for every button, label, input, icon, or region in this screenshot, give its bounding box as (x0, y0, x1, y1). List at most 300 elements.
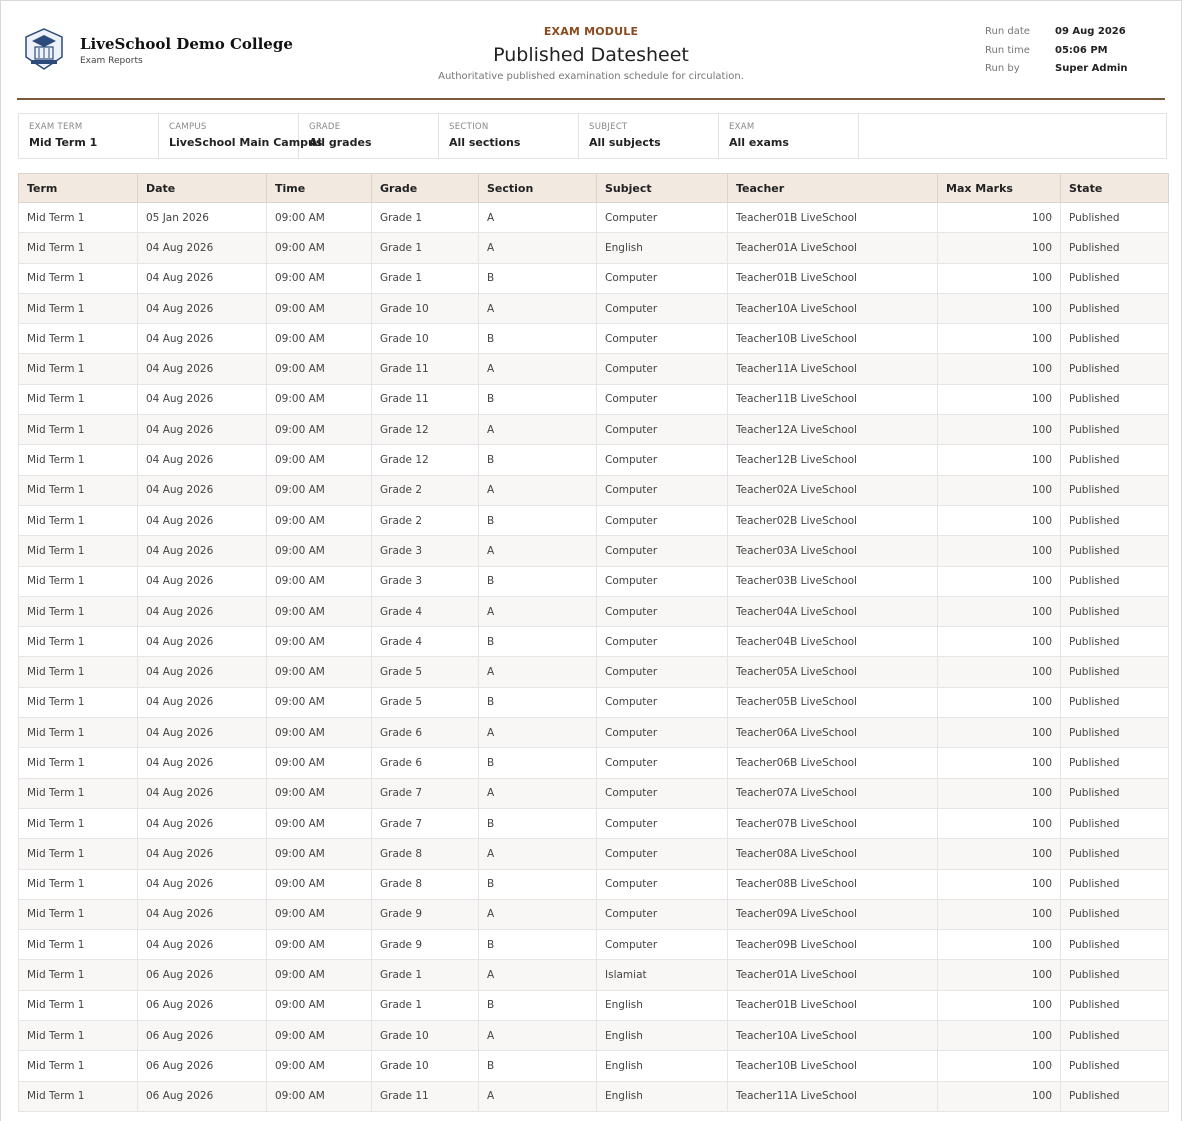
col-date-cell: 04 Aug 2026 (138, 384, 267, 414)
col-subject-cell: Computer (597, 536, 728, 566)
col-date-cell: 04 Aug 2026 (138, 748, 267, 778)
col-section-cell: A (479, 415, 597, 445)
col-date-cell: 04 Aug 2026 (138, 718, 267, 748)
col-subject-cell: Computer (597, 415, 728, 445)
col-term-cell: Mid Term 1 (19, 899, 138, 929)
col-time-cell: 09:00 AM (267, 1021, 372, 1051)
col-subject-cell: Computer (597, 748, 728, 778)
col-section-cell: A (479, 203, 597, 233)
col-section-cell: A (479, 657, 597, 687)
col-max-marks-cell: 100 (938, 1081, 1061, 1111)
col-section-cell: A (479, 1081, 597, 1111)
col-section-cell: B (479, 384, 597, 414)
table-row (19, 657, 1169, 687)
col-state-cell: Published (1061, 990, 1169, 1020)
col-time-cell: 09:00 AM (267, 1081, 372, 1111)
col-section-cell: A (479, 354, 597, 384)
col-max-marks-cell: 100 (938, 778, 1061, 808)
col-max-marks-cell: 100 (938, 384, 1061, 414)
col-date-cell: 06 Aug 2026 (138, 1081, 267, 1111)
filter-value: LiveSchool Main Campus (169, 136, 323, 149)
col-term-cell: Mid Term 1 (19, 475, 138, 505)
col-grade-cell: Grade 4 (372, 627, 479, 657)
col-term-cell: Mid Term 1 (19, 324, 138, 354)
col-max-marks-cell: 100 (938, 960, 1061, 990)
table-row (19, 263, 1169, 293)
col-max-marks-cell: 100 (938, 505, 1061, 535)
filter-value: Mid Term 1 (29, 136, 98, 149)
table-row (19, 1051, 1169, 1081)
col-grade-cell: Grade 5 (372, 657, 479, 687)
col-state-cell: Published (1061, 293, 1169, 323)
col-section-cell: B (479, 748, 597, 778)
col-time-header: Time (267, 174, 372, 203)
col-teacher-cell: Teacher08B LiveSchool (728, 869, 938, 899)
col-date-cell: 04 Aug 2026 (138, 233, 267, 263)
col-grade-cell: Grade 10 (372, 293, 479, 323)
col-grade-cell: Grade 1 (372, 960, 479, 990)
table-row (19, 1021, 1169, 1051)
col-subject-cell: Computer (597, 778, 728, 808)
col-time-cell: 09:00 AM (267, 415, 372, 445)
col-max-marks-cell: 100 (938, 354, 1061, 384)
col-term-cell: Mid Term 1 (19, 233, 138, 263)
table-body (19, 203, 1169, 1112)
col-term-cell: Mid Term 1 (19, 596, 138, 626)
col-time-cell: 09:00 AM (267, 293, 372, 323)
col-grade-cell: Grade 9 (372, 899, 479, 929)
filter-campus (159, 114, 323, 158)
col-grade-cell: Grade 5 (372, 687, 479, 717)
table-row (19, 839, 1169, 869)
col-section-cell: B (479, 930, 597, 960)
col-term-cell: Mid Term 1 (19, 748, 138, 778)
col-max-marks-cell: 100 (938, 445, 1061, 475)
col-section-cell: A (479, 536, 597, 566)
col-subject-cell: English (597, 1081, 728, 1111)
col-time-cell: 09:00 AM (267, 960, 372, 990)
col-subject-cell: Computer (597, 293, 728, 323)
col-time-cell: 09:00 AM (267, 808, 372, 838)
col-teacher-cell: Teacher11A LiveSchool (728, 354, 938, 384)
col-teacher-header: Teacher (728, 174, 938, 203)
col-subject-cell: Computer (597, 566, 728, 596)
col-time-cell: 09:00 AM (267, 930, 372, 960)
col-subject-cell: Computer (597, 203, 728, 233)
col-term-cell: Mid Term 1 (19, 687, 138, 717)
col-section-cell: B (479, 869, 597, 899)
table-row (19, 384, 1169, 414)
table-row (19, 233, 1169, 263)
filter-exam (719, 114, 859, 158)
col-date-cell: 04 Aug 2026 (138, 930, 267, 960)
col-subject-cell: Computer (597, 354, 728, 384)
col-teacher-cell: Teacher10B LiveSchool (728, 1051, 938, 1081)
table-row (19, 778, 1169, 808)
col-grade-cell: Grade 7 (372, 778, 479, 808)
col-max-marks-cell: 100 (938, 930, 1061, 960)
col-grade-cell: Grade 12 (372, 445, 479, 475)
filter-grade (299, 114, 439, 158)
col-date-cell: 04 Aug 2026 (138, 324, 267, 354)
col-max-marks-cell: 100 (938, 415, 1061, 445)
col-teacher-cell: Teacher12A LiveSchool (728, 415, 938, 445)
col-time-cell: 09:00 AM (267, 324, 372, 354)
col-subject-cell: Computer (597, 505, 728, 535)
table-row (19, 627, 1169, 657)
filter-section (439, 114, 579, 158)
col-term-cell: Mid Term 1 (19, 1021, 138, 1051)
col-state-cell: Published (1061, 596, 1169, 626)
col-state-cell: Published (1061, 687, 1169, 717)
col-subject-cell: Computer (597, 839, 728, 869)
col-time-cell: 09:00 AM (267, 203, 372, 233)
col-time-cell: 09:00 AM (267, 505, 372, 535)
col-max-marks-cell: 100 (938, 475, 1061, 505)
col-date-cell: 06 Aug 2026 (138, 1021, 267, 1051)
col-state-cell: Published (1061, 384, 1169, 414)
col-grade-cell: Grade 11 (372, 384, 479, 414)
col-teacher-cell: Teacher01A LiveSchool (728, 233, 938, 263)
col-teacher-cell: Teacher10A LiveSchool (728, 1021, 938, 1051)
col-max-marks-cell: 100 (938, 596, 1061, 626)
col-state-cell: Published (1061, 657, 1169, 687)
col-date-cell: 04 Aug 2026 (138, 778, 267, 808)
col-state-cell: Published (1061, 505, 1169, 535)
col-subject-cell: Computer (597, 627, 728, 657)
col-subject-cell: Computer (597, 808, 728, 838)
run-date-label: Run date (985, 26, 1030, 37)
filter-label: EXAM (729, 122, 755, 132)
col-section-cell: B (479, 505, 597, 535)
col-grade-cell: Grade 1 (372, 990, 479, 1020)
col-grade-cell: Grade 4 (372, 596, 479, 626)
page-title: Published Datesheet (493, 44, 689, 66)
table-row (19, 566, 1169, 596)
table-row (19, 415, 1169, 445)
col-teacher-cell: Teacher03A LiveSchool (728, 536, 938, 566)
col-subject-cell: Computer (597, 687, 728, 717)
filter-label: SECTION (449, 122, 489, 132)
filter-label: CAMPUS (169, 122, 207, 132)
col-section-cell: A (479, 960, 597, 990)
table-row (19, 808, 1169, 838)
col-grade-cell: Grade 12 (372, 415, 479, 445)
college-name: LiveSchool Demo College (80, 35, 293, 53)
col-term-cell: Mid Term 1 (19, 384, 138, 414)
col-term-cell: Mid Term 1 (19, 1081, 138, 1111)
col-subject-cell: English (597, 990, 728, 1020)
col-state-cell: Published (1061, 718, 1169, 748)
col-state-cell: Published (1061, 415, 1169, 445)
col-section-cell: A (479, 718, 597, 748)
col-term-cell: Mid Term 1 (19, 960, 138, 990)
col-section-header: Section (479, 174, 597, 203)
table-row (19, 990, 1169, 1020)
col-time-cell: 09:00 AM (267, 536, 372, 566)
col-date-cell: 04 Aug 2026 (138, 293, 267, 323)
col-subject-cell: Computer (597, 384, 728, 414)
col-time-cell: 09:00 AM (267, 445, 372, 475)
col-teacher-cell: Teacher03B LiveSchool (728, 566, 938, 596)
col-grade-cell: Grade 9 (372, 930, 479, 960)
col-date-cell: 04 Aug 2026 (138, 657, 267, 687)
col-term-cell: Mid Term 1 (19, 293, 138, 323)
col-subject-cell: Computer (597, 657, 728, 687)
col-term-cell: Mid Term 1 (19, 990, 138, 1020)
col-date-cell: 04 Aug 2026 (138, 566, 267, 596)
run-meta (985, 26, 1128, 82)
col-date-cell: 04 Aug 2026 (138, 808, 267, 838)
col-teacher-cell: Teacher11B LiveSchool (728, 384, 938, 414)
col-time-cell: 09:00 AM (267, 596, 372, 626)
col-teacher-cell: Teacher06B LiveSchool (728, 748, 938, 778)
col-state-cell: Published (1061, 566, 1169, 596)
table-row (19, 505, 1169, 535)
col-date-cell: 06 Aug 2026 (138, 990, 267, 1020)
run-by-value: Super Admin (1055, 63, 1128, 74)
col-subject-cell: English (597, 233, 728, 263)
col-subject-header: Subject (597, 174, 728, 203)
col-teacher-cell: Teacher04A LiveSchool (728, 596, 938, 626)
col-subject-cell: Computer (597, 718, 728, 748)
col-section-cell: B (479, 627, 597, 657)
datesheet-table (18, 173, 1169, 1112)
col-subject-cell: Computer (597, 930, 728, 960)
table-row (19, 869, 1169, 899)
col-section-cell: B (479, 445, 597, 475)
col-section-cell: A (479, 839, 597, 869)
table-row (19, 475, 1169, 505)
college-subtitle: Exam Reports (80, 56, 143, 66)
col-state-cell: Published (1061, 263, 1169, 293)
col-term-cell: Mid Term 1 (19, 930, 138, 960)
col-term-cell: Mid Term 1 (19, 657, 138, 687)
col-max-marks-cell: 100 (938, 203, 1061, 233)
col-max-marks-cell: 100 (938, 899, 1061, 929)
col-state-cell: Published (1061, 203, 1169, 233)
filter-label: SUBJECT (589, 122, 628, 132)
col-teacher-cell: Teacher05B LiveSchool (728, 687, 938, 717)
filter-label: GRADE (309, 122, 341, 132)
col-time-cell: 09:00 AM (267, 899, 372, 929)
col-date-cell: 06 Aug 2026 (138, 1051, 267, 1081)
report-header (17, 1, 1165, 100)
col-grade-cell: Grade 11 (372, 1081, 479, 1111)
col-grade-cell: Grade 3 (372, 536, 479, 566)
col-time-cell: 09:00 AM (267, 687, 372, 717)
col-term-cell: Mid Term 1 (19, 808, 138, 838)
col-date-cell: 04 Aug 2026 (138, 596, 267, 626)
col-state-cell: Published (1061, 445, 1169, 475)
col-section-cell: A (479, 1021, 597, 1051)
col-grade-cell: Grade 2 (372, 505, 479, 535)
col-section-cell: A (479, 293, 597, 323)
col-state-cell: Published (1061, 869, 1169, 899)
run-by-label: Run by (985, 63, 1020, 74)
col-date-cell: 04 Aug 2026 (138, 627, 267, 657)
run-time-label: Run time (985, 44, 1030, 56)
run-by-row (985, 63, 1128, 82)
filter-label: EXAM TERM (29, 122, 83, 132)
col-max-marks-cell: 100 (938, 687, 1061, 717)
col-date-cell: 04 Aug 2026 (138, 899, 267, 929)
table-row (19, 445, 1169, 475)
col-time-cell: 09:00 AM (267, 263, 372, 293)
table-row (19, 354, 1169, 384)
col-section-cell: A (479, 475, 597, 505)
col-state-cell: Published (1061, 536, 1169, 566)
col-time-cell: 09:00 AM (267, 990, 372, 1020)
col-time-cell: 09:00 AM (267, 657, 372, 687)
col-term-cell: Mid Term 1 (19, 203, 138, 233)
col-state-cell: Published (1061, 778, 1169, 808)
col-section-cell: B (479, 687, 597, 717)
col-grade-cell: Grade 10 (372, 1021, 479, 1051)
col-max-marks-cell: 100 (938, 1051, 1061, 1081)
table-row (19, 324, 1169, 354)
table-row (19, 960, 1169, 990)
col-time-cell: 09:00 AM (267, 475, 372, 505)
table-row (19, 536, 1169, 566)
col-max-marks-cell: 100 (938, 657, 1061, 687)
col-state-cell: Published (1061, 233, 1169, 263)
col-section-cell: A (479, 233, 597, 263)
col-grade-cell: Grade 1 (372, 263, 479, 293)
col-teacher-cell: Teacher09B LiveSchool (728, 930, 938, 960)
col-state-cell: Published (1061, 1021, 1169, 1051)
col-teacher-cell: Teacher11A LiveSchool (728, 1081, 938, 1111)
run-time-value: 05:06 PM (1055, 44, 1108, 56)
col-grade-cell: Grade 10 (372, 324, 479, 354)
col-time-cell: 09:00 AM (267, 354, 372, 384)
table-header-row (19, 174, 1169, 203)
run-date-row (985, 26, 1128, 45)
col-section-cell: B (479, 808, 597, 838)
filter-summary (18, 113, 1167, 159)
col-teacher-cell: Teacher09A LiveSchool (728, 899, 938, 929)
col-term-cell: Mid Term 1 (19, 536, 138, 566)
col-teacher-cell: Teacher01B LiveSchool (728, 263, 938, 293)
col-state-cell: Published (1061, 475, 1169, 505)
table-row (19, 687, 1169, 717)
filter-value: All exams (729, 136, 789, 149)
col-term-cell: Mid Term 1 (19, 718, 138, 748)
col-time-cell: 09:00 AM (267, 869, 372, 899)
col-section-cell: B (479, 990, 597, 1020)
col-section-cell: A (479, 899, 597, 929)
col-date-cell: 04 Aug 2026 (138, 536, 267, 566)
col-grade-cell: Grade 3 (372, 566, 479, 596)
col-section-cell: A (479, 778, 597, 808)
col-max-marks-cell: 100 (938, 233, 1061, 263)
col-time-cell: 09:00 AM (267, 718, 372, 748)
col-term-cell: Mid Term 1 (19, 415, 138, 445)
col-grade-cell: Grade 8 (372, 839, 479, 869)
col-term-cell: Mid Term 1 (19, 263, 138, 293)
col-date-header: Date (138, 174, 267, 203)
col-section-cell: B (479, 1051, 597, 1081)
col-term-cell: Mid Term 1 (19, 505, 138, 535)
col-term-cell: Mid Term 1 (19, 566, 138, 596)
table-row (19, 1081, 1169, 1111)
col-time-cell: 09:00 AM (267, 778, 372, 808)
col-max-marks-cell: 100 (938, 627, 1061, 657)
col-state-cell: Published (1061, 960, 1169, 990)
col-state-cell: Published (1061, 839, 1169, 869)
col-state-cell: Published (1061, 899, 1169, 929)
col-max-marks-cell: 100 (938, 536, 1061, 566)
col-grade-cell: Grade 10 (372, 1051, 479, 1081)
col-term-header: Term (19, 174, 138, 203)
col-subject-cell: Computer (597, 324, 728, 354)
col-state-cell: Published (1061, 1051, 1169, 1081)
col-date-cell: 04 Aug 2026 (138, 415, 267, 445)
col-teacher-cell: Teacher02B LiveSchool (728, 505, 938, 535)
col-max-marks-cell: 100 (938, 839, 1061, 869)
col-max-marks-cell: 100 (938, 324, 1061, 354)
col-teacher-cell: Teacher07B LiveSchool (728, 808, 938, 838)
col-date-cell: 04 Aug 2026 (138, 839, 267, 869)
col-term-cell: Mid Term 1 (19, 354, 138, 384)
col-teacher-cell: Teacher06A LiveSchool (728, 718, 938, 748)
col-teacher-cell: Teacher08A LiveSchool (728, 839, 938, 869)
col-time-cell: 09:00 AM (267, 1051, 372, 1081)
col-subject-cell: Computer (597, 263, 728, 293)
run-date-value: 09 Aug 2026 (1055, 26, 1126, 37)
col-state-cell: Published (1061, 748, 1169, 778)
filter-value: All grades (309, 136, 372, 149)
col-term-cell: Mid Term 1 (19, 869, 138, 899)
col-teacher-cell: Teacher02A LiveSchool (728, 475, 938, 505)
col-grade-header: Grade (372, 174, 479, 203)
col-section-cell: A (479, 596, 597, 626)
table-row (19, 930, 1169, 960)
col-time-cell: 09:00 AM (267, 566, 372, 596)
col-time-cell: 09:00 AM (267, 748, 372, 778)
filter-value: All subjects (589, 136, 661, 149)
run-time-row (985, 45, 1128, 64)
col-teacher-cell: Teacher05A LiveSchool (728, 657, 938, 687)
col-max-marks-header: Max Marks (938, 174, 1061, 203)
table-row (19, 596, 1169, 626)
col-grade-cell: Grade 8 (372, 869, 479, 899)
table-header (19, 174, 1169, 203)
col-max-marks-cell: 100 (938, 869, 1061, 899)
col-subject-cell: English (597, 1021, 728, 1051)
col-subject-cell: Computer (597, 869, 728, 899)
col-state-cell: Published (1061, 808, 1169, 838)
table-row (19, 203, 1169, 233)
col-grade-cell: Grade 2 (372, 475, 479, 505)
col-max-marks-cell: 100 (938, 990, 1061, 1020)
col-date-cell: 04 Aug 2026 (138, 263, 267, 293)
col-term-cell: Mid Term 1 (19, 627, 138, 657)
col-grade-cell: Grade 6 (372, 748, 479, 778)
col-state-cell: Published (1061, 354, 1169, 384)
col-time-cell: 09:00 AM (267, 384, 372, 414)
col-teacher-cell: Teacher10A LiveSchool (728, 293, 938, 323)
col-date-cell: 04 Aug 2026 (138, 505, 267, 535)
col-date-cell: 04 Aug 2026 (138, 354, 267, 384)
col-teacher-cell: Teacher04B LiveSchool (728, 627, 938, 657)
col-max-marks-cell: 100 (938, 293, 1061, 323)
col-grade-cell: Grade 1 (372, 233, 479, 263)
col-subject-cell: Computer (597, 475, 728, 505)
col-max-marks-cell: 100 (938, 566, 1061, 596)
filter-subject (579, 114, 719, 158)
col-time-cell: 09:00 AM (267, 839, 372, 869)
